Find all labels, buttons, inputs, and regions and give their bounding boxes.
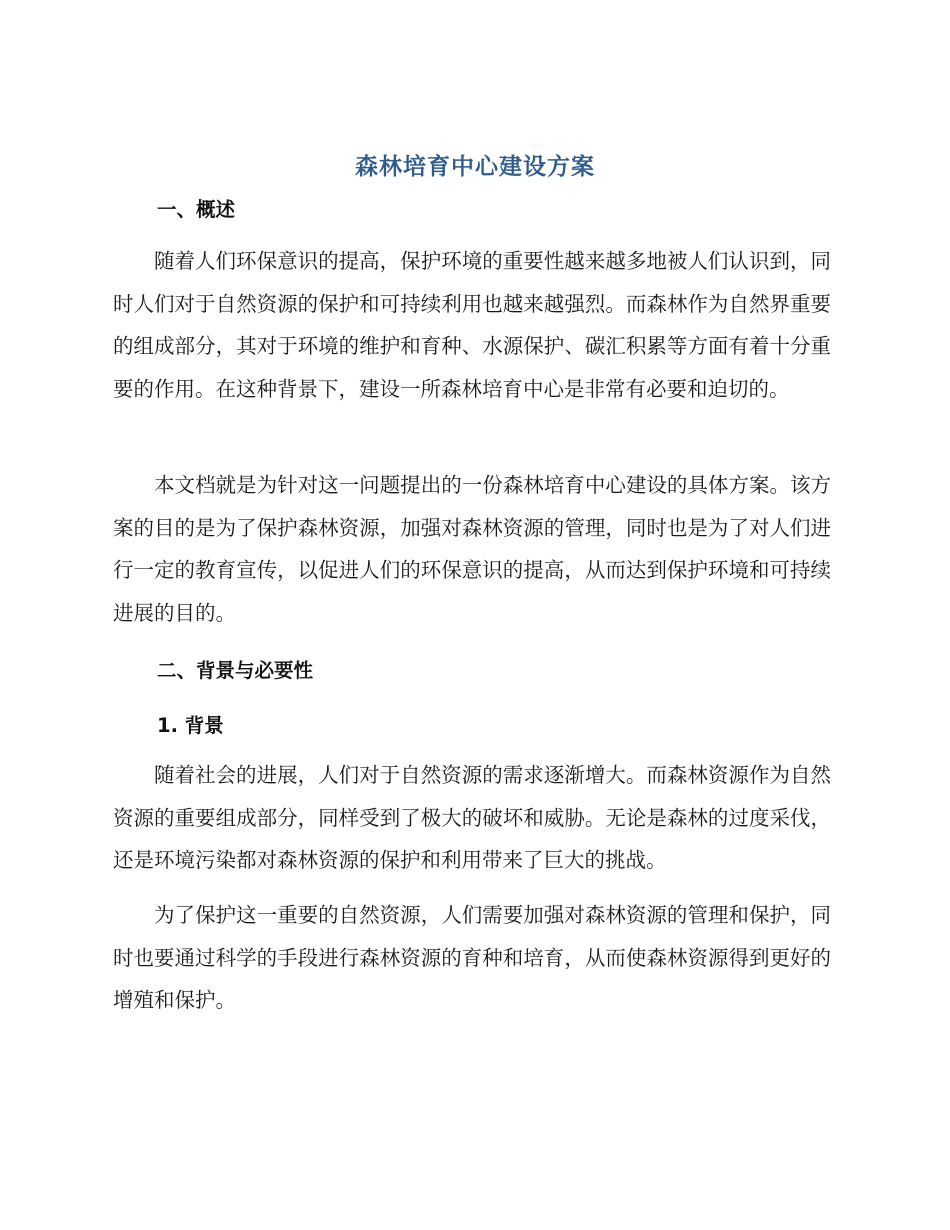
paragraph-overview-1: 随着人们环保意识的提高，保护环境的重要性越来越多地被人们认识到，同时人们对于自然资源的保护和可持续利用也越来越强烈。而森林作为自然界重要的组成部分，其对于环境的维护和育种、水源保护、碳汇积累等方面有着十分重要的作用。在这种背景下，建设一所森林培育中心是非常有必要和迫切的。 xyxy=(113,249,831,401)
paragraph-background-1: 随着社会的进展，人们对于自然资源的需求逐渐增大。而森林资源作为自然资源的重要组成部分，同样受到了极大的破坏和威胁。无论是森林的过度采伐，还是环境污染都对森林资源的保护和利用带来了巨大的挑战。 xyxy=(113,763,831,872)
document-title: 森林培育中心建设方案 xyxy=(355,154,595,180)
section-heading-background: 二、背景与必要性 xyxy=(157,659,314,682)
paragraph-overview-2: 本文档就是为针对这一问题提出的一份森林培育中心建设的具体方案。该方案的目的是为了保护森林资源，加强对森林资源的管理，同时也是为了对人们进行一定的教育宣传，以促进人们的环保意识的提高，从而达到保护环境和可持续进展的目的。 xyxy=(113,473,831,625)
subsection-heading-background: 1. 背景 xyxy=(157,714,224,737)
paragraph-background-2: 为了保护这一重要的自然资源，人们需要加强对森林资源的管理和保护，同时也要通过科学的手段进行森林资源的育种和培育，从而使森林资源得到更好的增殖和保护。 xyxy=(113,903,831,1012)
section-heading-overview: 一、概述 xyxy=(157,198,236,221)
